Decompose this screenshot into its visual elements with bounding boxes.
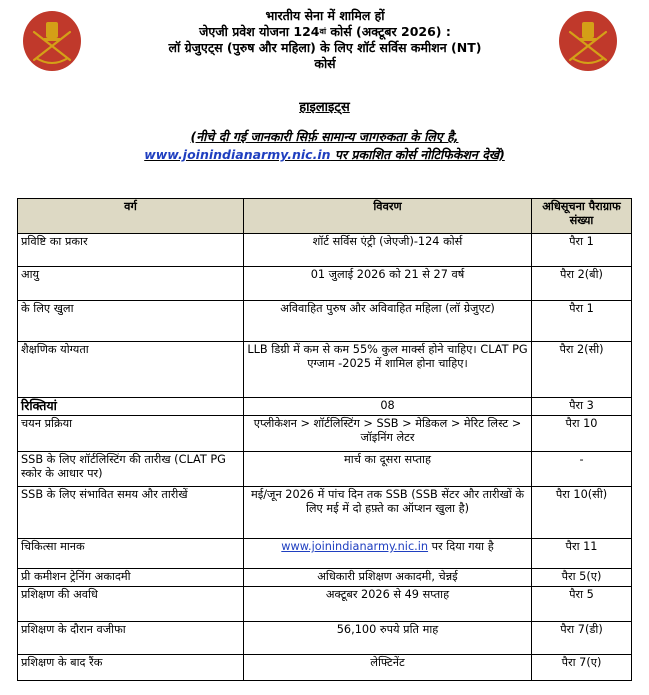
table-row xyxy=(18,267,632,301)
header-line-2-start: जेएजी प्रवेश योजना 124 xyxy=(199,24,320,39)
cell-para: पैरा 1 xyxy=(532,301,632,342)
cell-para: पैरा 10(सी) xyxy=(532,487,632,539)
cell-para: पैरा 2(बी) xyxy=(532,267,632,301)
column-header-category: वर्ग xyxy=(18,199,244,234)
table-header-row xyxy=(18,199,632,234)
column-header-para: अधिसूचना पैराग्राफ संख्या xyxy=(532,199,632,234)
table-row xyxy=(18,569,632,587)
cell-category: चिकित्सा मानक xyxy=(18,539,244,569)
notice-line-1: (नीचे दी गई जानकारी सिर्फ़ सामान्य जागरुकता के लिए है, xyxy=(190,129,459,144)
cell-category: प्री कमीशन ट्रेनिंग अकादमी xyxy=(18,569,244,587)
cell-category: रिक्तियां xyxy=(18,398,244,416)
cell-detail: अधिकारी प्रशिक्षण अकादमी, चेन्नई xyxy=(244,569,532,587)
cell-category: प्रशिक्षण के बाद रैंक xyxy=(18,655,244,681)
header-line-2-end: कोर्स (अक्टूबर 2026) : xyxy=(326,24,451,39)
cell-category: शैक्षणिक योग्यता xyxy=(18,342,244,398)
cell-category: चयन प्रक्रिया xyxy=(18,416,244,452)
table-row xyxy=(18,452,632,487)
header-line-3: लॉ ग्रेजुएट्स (पुरुष और महिला) के लिए शॉर्ट सर्विस कमीशन (NT) xyxy=(168,40,482,55)
cell-detail: LLB डिग्री में कम से कम 55% कुल मार्क्स होने चाहिए। CLAT PG एग्जाम -2025 में शामिल होना चाहिए। xyxy=(244,342,532,398)
cell-para: पैरा 3 xyxy=(532,398,632,416)
cell-category: SSB के लिए शॉर्टलिस्टिंग की तारीख (CLAT PG स्कोर के आधार पर) xyxy=(18,452,244,487)
header-line-1: भारतीय सेना में शामिल हों xyxy=(265,8,385,23)
notice-url-link[interactable]: www.joinindianarmy.nic.in xyxy=(144,147,331,162)
cell-detail: अविवाहित पुरुष और अविवाहित महिला (लॉ ग्रेजुएट) xyxy=(244,301,532,342)
cell-detail: 01 जुलाई 2026 को 21 से 27 वर्ष xyxy=(244,267,532,301)
table-row xyxy=(18,398,632,416)
notice-line-2 xyxy=(0,146,649,164)
page-header xyxy=(120,8,530,72)
cell-category: SSB के लिए संभावित समय और तारीखें xyxy=(18,487,244,539)
cell-para: पैरा 7(ए) xyxy=(532,655,632,681)
notice-line-2-rest: पर प्रकाशित कोर्स नोटिफिकेशन देखें) xyxy=(330,147,505,162)
cell-category: प्रशिक्षण के दौरान वजीफा xyxy=(18,622,244,655)
cell-category: प्रविष्टि का प्रकार xyxy=(18,234,244,267)
indian-army-crest-icon xyxy=(558,10,618,72)
highlights-table xyxy=(17,198,632,681)
column-header-detail: विवरण xyxy=(244,199,532,234)
table-row xyxy=(18,487,632,539)
header-superscript: वां xyxy=(319,27,327,36)
table-row xyxy=(18,622,632,655)
cell-para: पैरा 5(ए) xyxy=(532,569,632,587)
table-row xyxy=(18,587,632,622)
table-row xyxy=(18,539,632,569)
cell-detail: अक्टूबर 2026 से 49 सप्ताह xyxy=(244,587,532,622)
cell-detail xyxy=(244,539,532,569)
indian-army-crest-icon xyxy=(22,10,82,72)
notice-text xyxy=(0,128,649,164)
cell-para: पैरा 5 xyxy=(532,587,632,622)
cell-para: पैरा 11 xyxy=(532,539,632,569)
cell-para: पैरा 1 xyxy=(532,234,632,267)
header-line-2 xyxy=(120,24,530,40)
cell-para: पैरा 10 xyxy=(532,416,632,452)
cell-detail: मई/जून 2026 में पांच दिन तक SSB (SSB सेंटर और तारीखों के लिए मई में दो हफ़्ते का ऑप्शन खुला है) xyxy=(244,487,532,539)
cell-category: प्रशिक्षण की अवधि xyxy=(18,587,244,622)
table-row xyxy=(18,342,632,398)
header-line-4: कोर्स xyxy=(314,56,336,71)
cell-category: के लिए खुला xyxy=(18,301,244,342)
table-row xyxy=(18,416,632,452)
cell-detail: 56,100 रुपये प्रति माह xyxy=(244,622,532,655)
table-row xyxy=(18,655,632,681)
cell-detail: लेफ्टिनेंट xyxy=(244,655,532,681)
cell-detail: शॉर्ट सर्विस एंट्री (जेएजी)-124 कोर्स xyxy=(244,234,532,267)
cell-para: पैरा 7(डी) xyxy=(532,622,632,655)
table-row xyxy=(18,301,632,342)
table-row xyxy=(18,234,632,267)
cell-para: पैरा 2(सी) xyxy=(532,342,632,398)
cell-detail: एप्लीकेशन > शॉर्टलिस्टिंग > SSB > मेडिकल > मेरिट लिस्ट > जॉइनिंग लेटर xyxy=(244,416,532,452)
highlights-heading: हाइलाइट्स xyxy=(299,100,350,115)
cell-detail: 08 xyxy=(244,398,532,416)
medical-standards-link[interactable]: www.joinindianarmy.nic.in xyxy=(281,540,429,553)
cell-detail: मार्च का दूसरा सप्ताह xyxy=(244,452,532,487)
cell-para: - xyxy=(532,452,632,487)
cell-detail-text: पर दिया गया है xyxy=(428,540,494,553)
cell-category: आयु xyxy=(18,267,244,301)
